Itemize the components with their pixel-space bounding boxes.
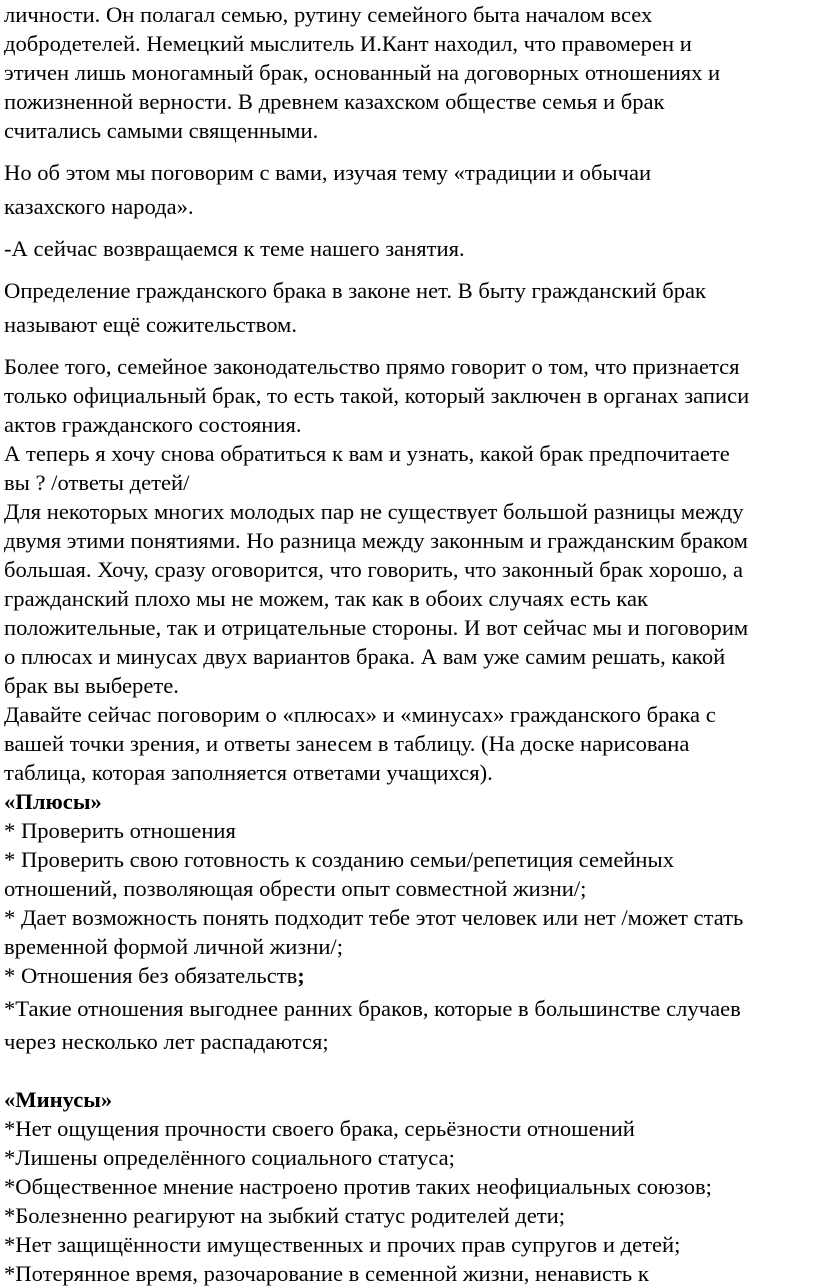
text-line: вашей точки зрения, и ответы занесем в таблицу. (На доске нарисована <box>4 731 690 756</box>
text-line: А теперь я хочу снова обратиться к вам и узнать, какой брак предпочитаете <box>4 441 730 466</box>
text-line: Определение гражданского брака в законе нет. В быту гражданский брак <box>4 278 706 303</box>
text-line: пожизненной верности. В древнем казахском обществе семья и брак <box>4 89 665 114</box>
list-item: через несколько лет распадаются; <box>4 1029 329 1054</box>
text-line: о плюсах и минусах двух вариантов брака. А вам уже самим решать, какой <box>4 644 726 669</box>
text-line: двумя этими понятиями. Но разница между законным и гражданским браком <box>4 528 748 553</box>
definition-paragraph <box>4 276 816 339</box>
text-line: казахского народа». <box>4 194 194 219</box>
text-line: вы ? /ответы детей/ <box>4 470 190 495</box>
text-line: Но об этом мы поговорим с вами, изучая тему «традиции и обычаи <box>4 160 652 185</box>
text-line: большая. Хочу, сразу оговорится, что говорить, что законный брак хорошо, а <box>4 557 744 582</box>
intro-paragraph <box>4 0 816 145</box>
list-item: *Болезненно реагируют на зыбкий статус родителей дети; <box>4 1203 565 1228</box>
list-item: * Дает возможность понять подходит тебе этот человек или нет /может стать <box>4 905 744 930</box>
text-line: добродетелей. Немецкий мыслитель И.Кант находил, что правомерен и <box>4 31 692 56</box>
list-item: *Нет ощущения прочности своего брака, серьёзности отношений <box>4 1116 635 1141</box>
list-item: *Такие отношения выгоднее ранних браков, которые в большинстве случаев <box>4 996 741 1021</box>
list-item <box>4 961 816 990</box>
text-line: положительные, так и отрицательные стороны. И вот сейчас мы и поговорим <box>4 615 749 640</box>
list-item: *Потерянное время, разочарование в семенной жизни, ненависть к <box>4 1261 649 1286</box>
cons-heading: «Минусы» <box>4 1087 113 1112</box>
list-item: *Нет защищённости имущественных и прочих прав супругов и детей; <box>4 1232 681 1257</box>
list-item: *Лишены определённого социального статуса; <box>4 1145 455 1170</box>
text-line: личности. Он полагал семью, рутину семейного быта началом всех <box>4 2 653 27</box>
body-paragraph <box>4 352 816 787</box>
text-line: только официальный брак, то есть такой, который заключен в органах записи <box>4 383 750 408</box>
cons-section <box>4 1085 816 1288</box>
text-line: называют ещё сожительством. <box>4 312 298 337</box>
text-line: таблица, которая заполняется ответами учащихся). <box>4 760 493 785</box>
text-line: считались самыми священными. <box>4 118 319 143</box>
list-item: * Проверить свою готовность к созданию семьи/репетиция семейных <box>4 847 675 872</box>
pros-section <box>4 787 816 1056</box>
text-line: Для некоторых многих молодых пар не существует большой разницы между <box>4 499 744 524</box>
text-line: Давайте сейчас поговорим о «плюсах» и «минусах» гражданского брака с <box>4 702 716 727</box>
text-line: гражданский плохо мы не можем, так как в обоих случаях есть как <box>4 586 648 611</box>
list-item: *Общественное мнение настроено против таких неофициальных союзов; <box>4 1174 712 1199</box>
list-item-end: ; <box>297 963 305 988</box>
list-item: отношений, позволяющая обрести опыт совместной жизни/; <box>4 876 587 901</box>
text-line: брак вы выберете. <box>4 673 179 698</box>
text-line: актов гражданского состояния. <box>4 412 302 437</box>
text-line: Более того, семейное законодательство прямо говорит о том, что признается <box>4 354 740 379</box>
pros-heading: «Плюсы» <box>4 789 102 814</box>
list-item-text: * Отношения без обязательств <box>4 963 298 988</box>
list-item: * Проверить отношения <box>4 818 236 843</box>
list-item: временной формой личной жизни/; <box>4 934 343 959</box>
text-line: -А сейчас возвращаемся к теме нашего занятия. <box>4 236 465 261</box>
text-line: этичен лишь моногамный брак, основанный на договорных отношениях и <box>4 60 721 85</box>
topic-note-paragraph <box>4 158 816 221</box>
return-note-paragraph <box>4 234 816 263</box>
